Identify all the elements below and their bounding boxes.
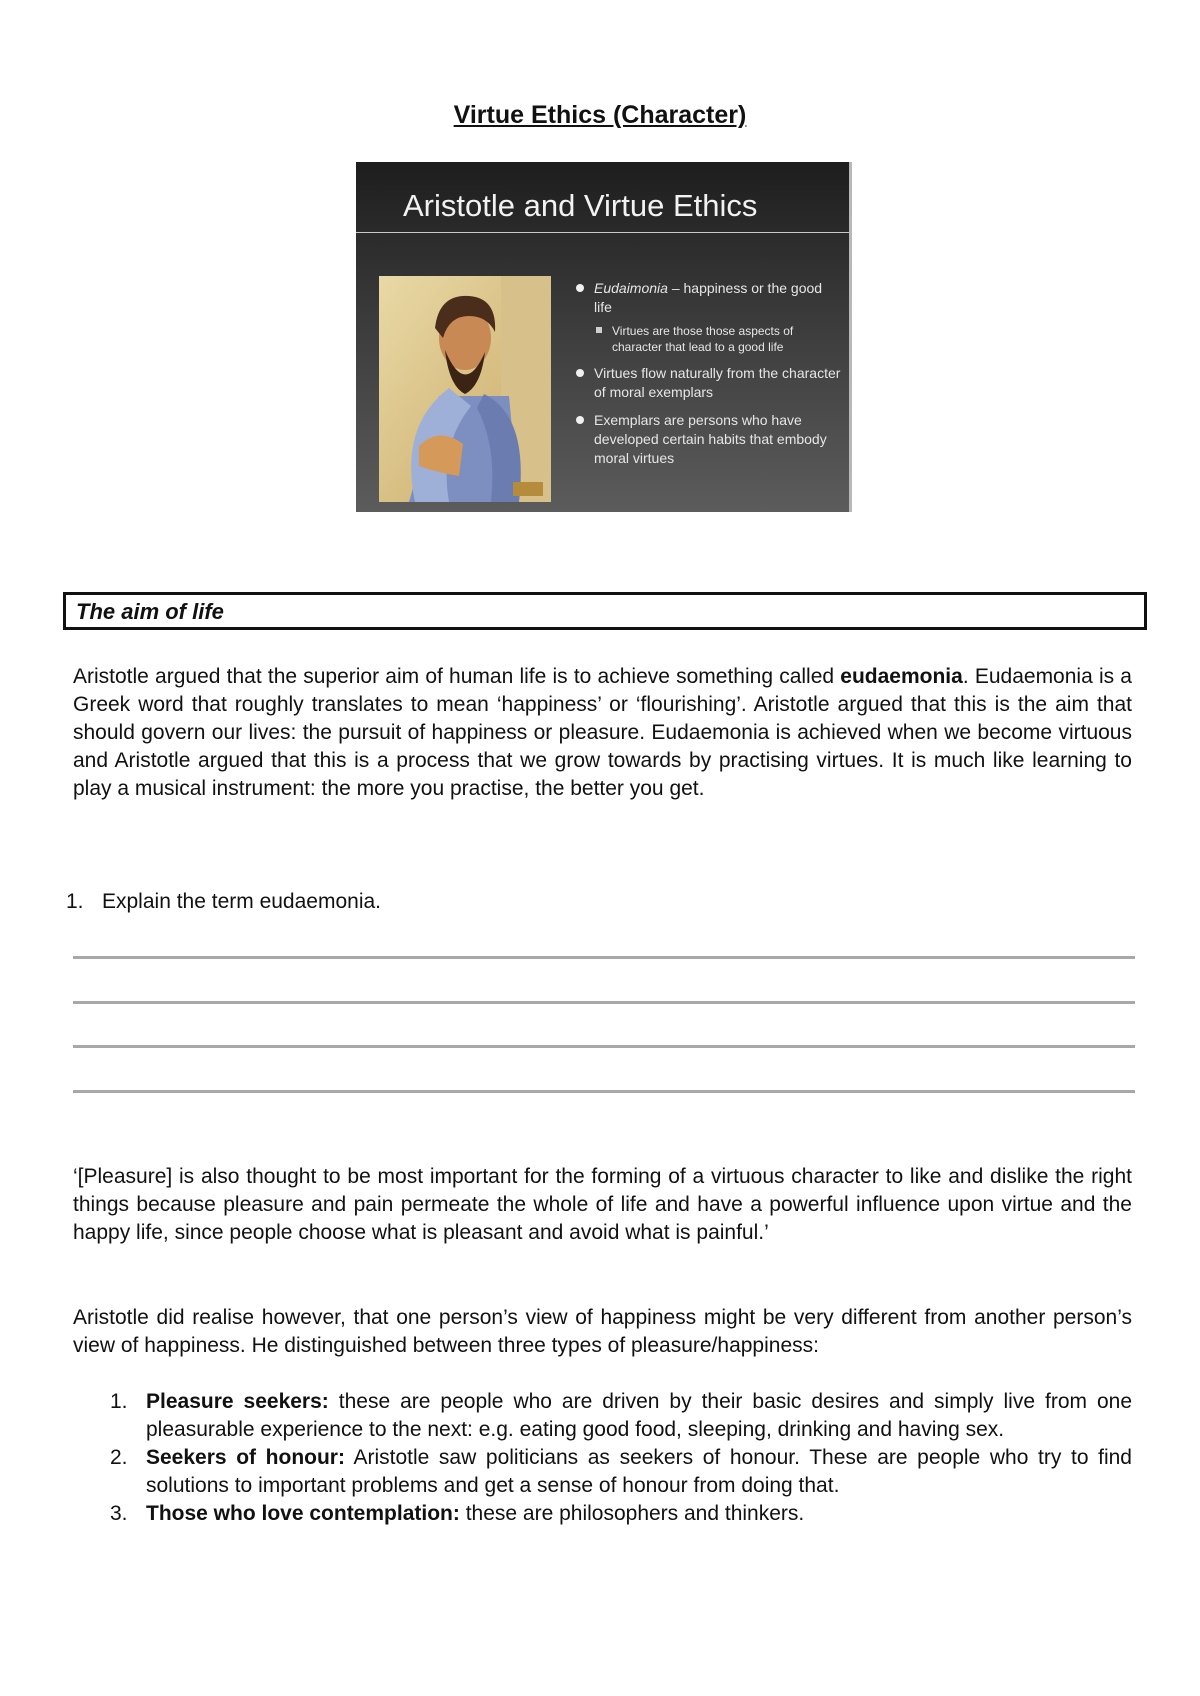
types-intro-paragraph: Aristotle did realise however, that one person’s view of happiness might be very different from another person’s view of happiness. He distinguished between three types of pleasure/happiness: — [73, 1306, 1132, 1357]
list-item-text: these are people who are driven by their basic desires and simply live from one pleasurable experience to the next: e.g. eating good food, sleeping, drinking and having sex. — [146, 1390, 1133, 1441]
slide-image — [356, 162, 852, 512]
slide-sub-bullet: Virtues are those those aspects of character that lead to a good life — [576, 323, 842, 355]
question-number: 1. — [66, 890, 84, 913]
question-text: Explain the term eudaemonia. — [102, 890, 381, 913]
intro-text: Aristotle argued that the superior aim of human life is to achieve something called — [73, 665, 841, 688]
list-item-text: Aristotle saw politicians as seekers of honour. These are people who try to find solutions to important problems and get a sense of honour from doing that. — [146, 1446, 1132, 1497]
slide-bullet: Virtues flow naturally from the character of moral exemplars — [576, 364, 842, 402]
answer-line[interactable] — [73, 956, 1135, 959]
list-item — [110, 1444, 1132, 1500]
answer-line[interactable] — [73, 1001, 1135, 1004]
slide-bullet-text: – happiness or the good life — [594, 280, 823, 315]
slide-divider — [356, 232, 849, 233]
answer-line[interactable] — [73, 1090, 1135, 1093]
slide-bullet-list — [576, 279, 842, 477]
quote-paragraph: ‘[Pleasure] is also thought to be most important for the forming of a virtuous character to like and dislike the right things because pleasure and pain permeate the whole of life and have a powerful influence upon virtue and the happy life, since people choose what is pleasant and avoid what is painful.’ — [73, 1165, 1132, 1244]
aristotle-portrait-icon — [379, 276, 551, 502]
slide-bullet — [576, 279, 842, 317]
list-item-number: 1. — [110, 1390, 128, 1413]
list-item-number: 3. — [110, 1502, 128, 1525]
slide-bullet: Exemplars are persons who have developed certain habits that embody moral virtues — [576, 411, 842, 468]
slide-title: Aristotle and Virtue Ethics — [403, 188, 758, 223]
list-item-term: Pleasure seekers: — [146, 1390, 329, 1413]
intro-bold-term: eudaemonia — [840, 665, 963, 688]
pleasure-types-list — [110, 1388, 1132, 1528]
intro-paragraph — [73, 663, 1132, 803]
list-item — [110, 1500, 1132, 1528]
list-item-term: Those who love contemplation: — [146, 1502, 460, 1525]
question-1 — [66, 888, 381, 916]
list-item-text: these are philosophers and thinkers. — [459, 1502, 805, 1525]
list-item-term: Seekers of honour: — [146, 1446, 345, 1469]
slide-bullet-term: Eudaimonia — [594, 280, 668, 296]
list-item-number: 2. — [110, 1446, 128, 1469]
list-item — [110, 1388, 1132, 1444]
intro-text-continued: . Eudaemonia is a Greek word that roughly translates to mean ‘happiness’ or ‘flourishing’. Aristotle argued that this is the aim that should govern our lives: the pursuit of happiness or pleasure. Eudaemonia is achieved when we become virtuous and Aristotle argued that this is a process that we grow towards by practising virtues. It is much like learning to play a musical instrument: the more you practise, the better you get. — [73, 665, 1132, 800]
section-heading: The aim of life — [63, 592, 1147, 630]
answer-line[interactable] — [73, 1045, 1135, 1048]
page-title: Virtue Ethics (Character) — [453, 101, 747, 129]
